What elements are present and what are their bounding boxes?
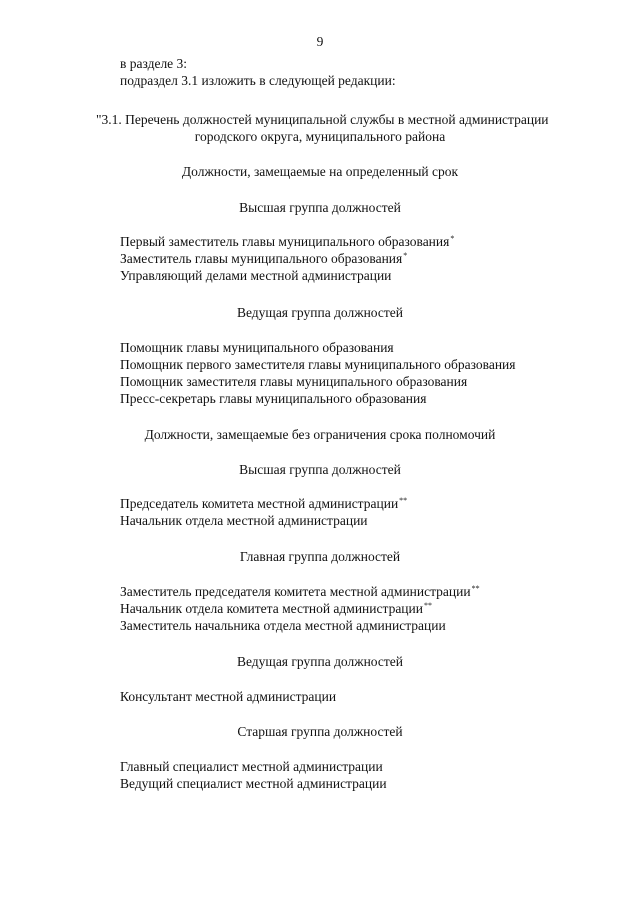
footnote-mark: ** [399,496,408,505]
position-item [120,776,387,792]
position-text: Ведущий специалист местной администрации [120,776,387,791]
position-text: Начальник отдела местной администрации [120,513,368,528]
position-text: Заместитель главы муниципального образования [120,251,403,266]
position-item [120,340,394,356]
group-title: Высшая группа должностей [239,200,401,215]
footnote-mark: * [403,251,408,260]
list-heading-line-2: городского округа, муниципального района [194,129,446,144]
group-title: Высшая группа должностей [239,462,401,477]
position-text: Помощник заместителя главы муниципального образования [120,374,468,389]
position-item [120,357,516,373]
position-item [120,234,454,250]
footnote-mark: ** [423,601,432,610]
group-title: Ведущая группа должностей [236,654,403,669]
position-item [120,496,407,512]
position-text: Председатель комитета местной администрации [120,496,399,511]
position-text: Начальник отдела комитета местной администрации [120,601,423,616]
position-item [120,759,383,775]
position-text: Помощник первого заместителя главы муниципального образования [120,357,516,372]
list-heading-line-1: "3.1. Перечень должностей муниципальной службы в местной администрации [96,112,549,127]
group-title: Ведущая группа должностей [236,305,403,320]
intro-line-2: подраздел 3.1 изложить в следующей редакции: [120,73,396,88]
position-text: Главный специалист местной администрации [120,759,383,774]
position-item [120,618,446,634]
group-title: Главная группа должностей [239,549,401,564]
position-text: Первый заместитель главы муниципального образования [120,234,450,249]
position-text: Помощник главы муниципального образования [120,340,394,355]
section-title-unlimited-term: Должности, замещаемые без ограничения срока полномочий [144,427,496,442]
footnote-mark: ** [471,584,480,593]
footnote-mark: * [450,234,455,243]
group-title: Старшая группа должностей [237,724,403,739]
position-item [120,584,480,600]
position-item [120,689,336,705]
position-text: Заместитель председателя комитета местной администрации [120,584,471,599]
position-item [120,391,426,407]
position-text: Управляющий делами местной администрации [120,268,392,283]
position-item [120,601,432,617]
section-title-fixed-term: Должности, замещаемые на определенный срок [181,164,459,179]
position-item [120,374,467,390]
intro-line-1: в разделе 3: [120,56,188,71]
position-text: Консультант местной администрации [120,689,337,704]
position-text: Пресс-секретарь главы муниципального образования [120,391,427,406]
position-item [120,251,407,267]
position-item [120,268,391,284]
position-item [120,513,368,529]
position-text: Заместитель начальника отдела местной администрации [120,618,446,633]
page-number: 9 [316,34,324,49]
